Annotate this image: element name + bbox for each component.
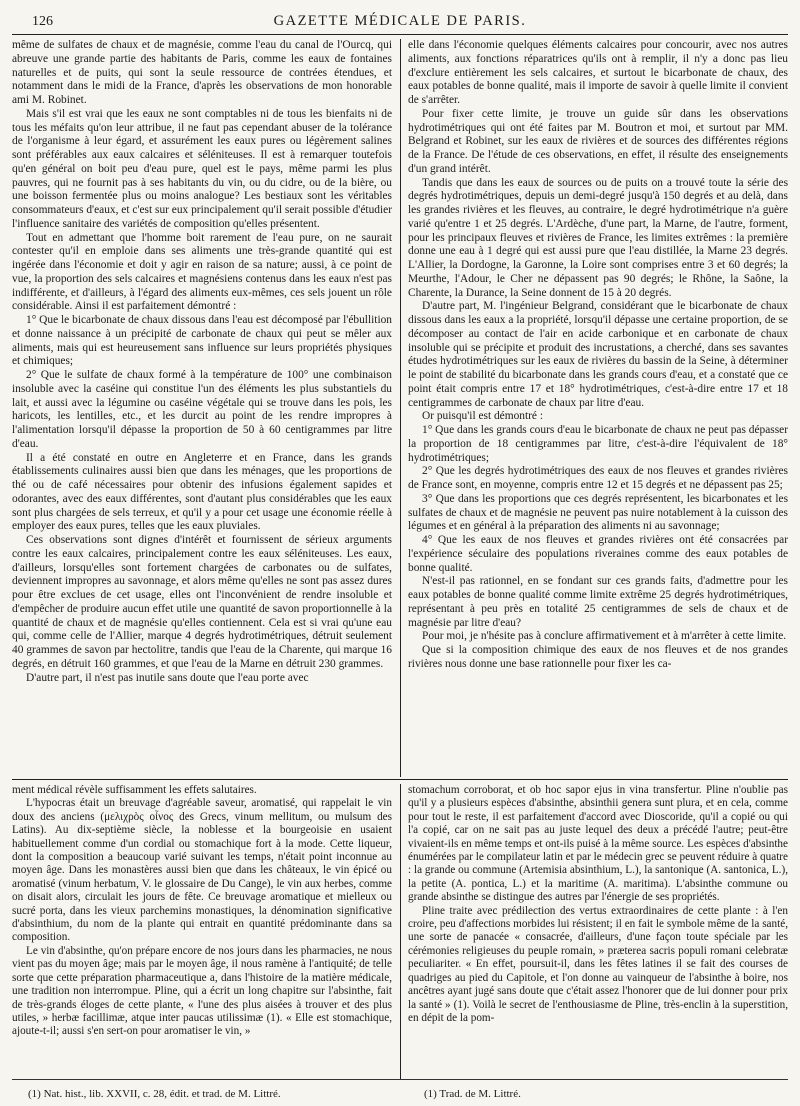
paragraph: Le vin d'absinthe, qu'on prépare encore de nos jours dans les pharmacies, ne nous vient pas du moyen âge; mais par le moyen âge, il nous ramène à l'antiquité; de telle sorte que cette préparation pharmaceutique a, dans l'histoire de la matière médicale, une tradition non interrompue. Pline, qui a écrit un long chapitre sur l'absinthe, fait de très-grands éloges de cette plante, « l'une des plus aisées à trouver et des plus utiles, » herbæ facillimæ, atque inter paucas utilissimæ (1). « Elle est stomachique, ajoute-t-il; aussi s'en sert-on pour aromatiser le vin, » bbox=[12, 944, 392, 1038]
paragraph: Or puisqu'il est démontré : bbox=[422, 410, 544, 423]
paragraph: N'est-il pas rationnel, en se fondant sur ces grands faits, d'admettre pour les eaux potables de bonne qualité comme limite extrême 25 degrés hydrotimétriques, représentant à peu près en totalité 25 centigrammes de sels de chaux et de magnésie par litre d'eau? bbox=[408, 575, 788, 629]
paragraph: ment médical révèle suffisamment les effets salutaires. bbox=[12, 784, 257, 796]
paragraph: Pour fixer cette limite, je trouve un guide sûr dans les observations hydrotimétriques qui ont été faites par M. Boutron et moi, et surtout par MM. Belgrand et Robinet, sur les eaux de rivières et de sources des différentes régions de la France. De l'étude de ces observations, en effet, il résulte des enseignements d'un grand intérêt. bbox=[408, 107, 788, 175]
paragraph: même de sulfates de chaux et de magnésie, comme l'eau du canal de l'Ourcq, qui abreuve une grande partie des habitants de Paris, comme les eaux de fontaines naturelles et de puits, qui sont la seule ressource de contrées étendues, et notamment dans le midi de la France, d'après les observations de mon honorable ami M. Robinet. bbox=[12, 39, 392, 106]
journal-title: GAZETTE MÉDICALE DE PARIS. bbox=[273, 13, 527, 29]
lower-right-column bbox=[408, 784, 788, 1079]
paragraph: 1° Que dans les grands cours d'eau le bicarbonate de chaux ne peut pas dépasser la proportion de 18 centigrammes par litre, c'est-à-dire l'équivalent de 18° hydrotimétriques; bbox=[408, 424, 788, 464]
paragraph: stomachum corroborat, et ob hoc sapor ejus in vina transfertur. Pline n'oublie pas qu'il y a plusieurs espèces d'absinthe, absinthii genera sunt plura, et en cela, comme pour tout le reste, il est parfaitement d'accord avec Dioscoride, qu'il a copié ou qui l'a copié, car on ne sait pas au juste lequel des deux a précédé l'autre; peut-être vivaient-ils en même temps et ont-ils puisé à la même source. Les espèces d'absinthe énumérées par le compilateur latin et par le médecin grec se peuvent réduire à quatre : la grande ou commune (Artemisia absinthium, L.), la santonique (A. santonica, L.), la petite (A. pontica, L.) et la maritime (A. maritima). L'absinthe commune ou grande absinthe se distingue des autres par l'énergie de ses propriétés. bbox=[408, 784, 788, 904]
paragraph: 1° Que le bicarbonate de chaux dissous dans l'eau est décomposé par l'ébullition et donne naissance à un précipité de carbonate de chaux qui peut se mêler aux aliments, mais qui est heureusement sans influence sur leurs propriétés physiques et chimiques; bbox=[12, 314, 392, 368]
paragraph: elle dans l'économie quelques éléments calcaires pour concourir, avec nos autres aliments, aux fonctions réparatrices qu'ils ont à remplir, il n'y a donc pas lieu d'exclure entièrement les sels calcaires, et surtout le bicarbonate de chaux, des eaux potables de bonne qualité, mais il importe de savoir à quelle limite il convient de s'arrêter. bbox=[408, 39, 788, 106]
paragraph: Que si la composition chimique des eaux de nos fleuves et de nos grandes rivières nous donne une base rationnelle pour fixer les ca- bbox=[408, 644, 788, 670]
upper-section bbox=[12, 39, 788, 777]
paragraph: 2° Que les degrés hydrotimétriques des eaux de nos fleuves et grandes rivières de France sont, en moyenne, compris entre 12 et 15 degrés et ne dépassent pas 25; bbox=[408, 465, 788, 491]
paragraph: Tout en admettant que l'homme boit rarement de l'eau pure, on ne saurait contester qu'il en emploie dans ses aliments une très-grande quantité qui est ingérée dans l'économie et doit y agir en raison de sa nature; aussi, à ce point de vue, la proportion des sels calcaires et magnésiens contenus dans les eaux n'est pas indifférente, et d'ailleurs, à l'égard des aliments eux-mêmes, ces sels jouent un rôle considérable. Ainsi il est parfaitement démontré : bbox=[12, 231, 392, 313]
paragraph: L'hypocras était un breuvage d'agréable saveur, aromatisé, qui rappelait le vin doux des anciens (μελιχρὸς οἶνος des Grecs, vinum mellitum, ou mulsum des Latins). Au dix-septième siècle, la noblesse et la bourgeoisie en usaient habituellement comme d'un cordial ou stomachique fort à la mode. Cette liqueur, dont la composition a beaucoup varié suivant les temps, n'était point inconnue au moyen âge. Dans les monastères aussi bien que dans les châteaux, le vin épicé ou aromatisé (vinum herbatum, V. le glossaire de Du Cange), le vin aux herbes, comme on disait alors, circulait les jours de fête. Ce breuvage aromatique et mielleux ou sucré porta, dans les vieux parchemins monastiques, la dénomination significative d'absinthium, du nom de la plante qui entrait en quantité prédominante dans sa composition. bbox=[12, 797, 392, 944]
page-header bbox=[12, 8, 788, 35]
column-divider bbox=[392, 784, 408, 1079]
upper-right-column bbox=[408, 39, 788, 777]
lower-left-column bbox=[12, 784, 392, 1079]
paragraph: Pour moi, je n'hésite pas à conclure affirmativement et à m'arrêter à cette limite. bbox=[422, 630, 787, 643]
paragraph: 2° Que le sulfate de chaux formé à la température de 100° une combinaison insoluble avec la caséine qui constitue l'un des éléments les plus substantiels du lait, et aussi avec la légumine ou caséine végétale qui se trouve dans les pois, les haricots, les lentilles, etc., et les durcit au point de les rendre impropres à l'alimentation lorsqu'il dépasse la proportion de 50 à 60 centigrammes par litre d'eau. bbox=[12, 369, 392, 450]
paragraph: Il a été constaté en outre en Angleterre et en France, dans les grands établissements culinaires aussi bien que dans les ménages, que les proportions de thé ou de café nécessaires pour obtenir des infusions également sapides et odorantes, avec des eaux différentes, sont d'autant plus considérables que les eaux sont plus chargées de sels terreux, et qu'il y a pour cet usage une économie réelle à employer des eaux pures, telles que les eaux pluviales. bbox=[12, 451, 392, 533]
paragraph: 3° Que dans les proportions que ces degrés représentent, les bicarbonates et les sulfates de chaux et de magnésie ne peuvent pas nuire notablement à la cuisson des légumes et en général à la préparation des aliments ni au savonnage; bbox=[408, 492, 788, 533]
footnote-left: (1) Nat. hist., lib. XXVII, c. 28, édit. et trad. de M. Littré. bbox=[28, 1088, 281, 1100]
footnote-right: (1) Trad. de M. Littré. bbox=[424, 1088, 521, 1100]
paragraph: Pline traite avec prédilection des vertus extraordinaires de cette plante : à l'en croire, peu d'affections morbides lui résistent; il en fait le symbole même de la santé, une sorte de panacée « consacrée, d'ailleurs, d'une façon toute spéciale par les cérémonies religieuses du peuple romain, » præterea sacris populi romani celebratæ peculiariter. « En effet, poursuit-il, dans les fêtes latines il se fait des courses de quadriges au pied du Capitole, et l'on donne au vainqueur de l'absinthe à boire, nos ancêtres ayant jugé sans doute que c'était assez l'honorer que de lui donner pour prix la santé » (1). Voilà le secret de l'enthousiasme de Pline, très-enclin à la superstition, en dépit de la pom- bbox=[408, 904, 788, 1024]
paragraph: Mais s'il est vrai que les eaux ne sont comptables ni de tous les bienfaits ni de tous les méfaits qu'on leur attribue, il ne faut pas cependant abuser de la tolérance de l'organisme à leur égard, et assurément les eaux pures ou légèrement salines sont préférables aux eaux calcaires et séléniteuses. Il est à remarquer toutefois qu'en général on boit peu d'eau pure, quel est le pays, même parmi les plus pauvres, qui ne fournit pas à ses habitants du vin, ou du cidre, ou de la bière, ou une boisson fermentée plus ou moins analogue? Les bestiaux sont les véritables consommateurs d'eaux, et c'est sur eux principalement qu'il serait possible d'étudier l'influence sanitaire des variétés de composition qu'elles présentent. bbox=[12, 107, 392, 230]
footnotes bbox=[12, 1079, 788, 1106]
paragraph: Ces observations sont dignes d'intérêt et fournissent de sérieux arguments contre les eaux calcaires, principalement contre les eaux séléniteuses. Les eaux, d'ailleurs, lorsqu'elles sont fortement chargées de carbonates ou de sulfates, deviennent impropres au savonnage, et alors même qu'elles ne sont pas assez dures pour être exclues de cet usage, elles ont l'inconvénient de rendre insoluble et d'empêcher de produire aucun effet utile une quantité de savon proportionnelle à la quantité de chaux et de magnésie qu'elles contiennent. Cela est si vrai qu'une eau qui, comme celle de l'Allier, marque 4 degrés hydrotimétriques, détruit seulement 40 grammes de savon par hectolitre, tandis que l'eau de la Charente, qui marque 16 degrés, en détruit 160 grammes, et que l'eau de la Marne en détruit 230 grammes. bbox=[12, 534, 392, 670]
feuilleton-section bbox=[12, 779, 788, 1079]
column-divider bbox=[392, 39, 408, 777]
paragraph: Tandis que dans les eaux de sources ou de puits on a trouvé toute la série des degrés hydrotimétriques, depuis un demi-degré jusqu'à 150 degrés et au delà, dans les grandes rivières et les fleuves, au contraire, le degré hydrotimétrique n'a guère varié qu'entre 1 et 25 degrés. L'Ardèche, d'une part, la Marne, de l'autre, forment, pour les principaux fleuves et rivières de France, les limites extrêmes : la première donne une eau à 1 degré qui est aussi pure que l'eau distillée, la Marne 23 degrés. L'Allier, la Dordogne, la Garonne, la Loire sont comprises entre 3 et 60 degrés; la Meurthe, l'Adour, le Cher ne dépassent pas 90 degrés; le Rhône, la Saône, la Charente, la Durance, la Seine donnent de 15 à 20 degrés. bbox=[408, 176, 788, 299]
upper-left-column bbox=[12, 39, 392, 777]
page-number: 126 bbox=[32, 14, 53, 29]
paragraph: 4° Que les eaux de nos fleuves et grandes rivières ont été consacrées par l'expérience séculaire des populations riveraines comme des eaux potables de bonne qualité. bbox=[408, 534, 788, 574]
paragraph: D'autre part, M. l'ingénieur Belgrand, considérant que le bicarbonate de chaux dissous dans les eaux a la propriété, lorsqu'il dépasse une certaine proportion, de se décomposer au contact de l'air en acide carbonique et en carbonate de chaux insoluble qui se précipite et produit des incrustations, a cherché, dans ses savantes études hydrotimétriques sur les eaux de rivières du bassin de la Seine, à déterminer le point de stabilité du bicarbonate dans les grands cours d'eau, et a constaté que ce point était compris entre 17 et 18° hydrotimétriques, c'est-à-dire entre 17 et 18 centigrammes de carbonate de chaux par litre d'eau. bbox=[408, 300, 788, 409]
paragraph: D'autre part, il n'est pas inutile sans doute que l'eau porte avec bbox=[26, 671, 309, 684]
